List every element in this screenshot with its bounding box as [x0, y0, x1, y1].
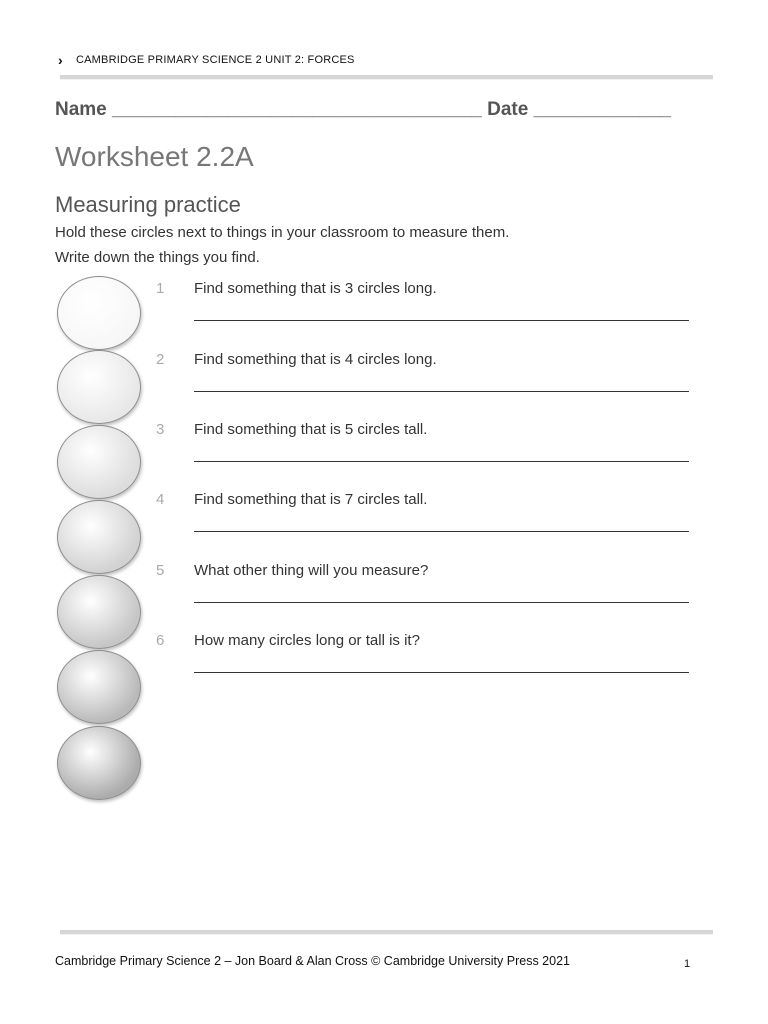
answer-line[interactable] [194, 531, 689, 532]
measuring-circle-7 [57, 726, 141, 800]
answer-line[interactable] [194, 672, 689, 673]
section-title: Measuring practice [55, 192, 241, 217]
question-number: 3 [156, 421, 165, 438]
measuring-circle-2 [57, 350, 141, 424]
question-number: 6 [156, 632, 165, 649]
measuring-circle-1 [57, 276, 141, 350]
answer-line[interactable] [194, 391, 689, 392]
question-text: Find something that is 5 circles tall. [194, 421, 428, 438]
footer-divider [60, 930, 713, 934]
footer-credit: Cambridge Primary Science 2 – Jon Board & Alan Cross © Cambridge University Press 2021 [55, 954, 570, 968]
question-number: 5 [156, 562, 165, 579]
measuring-circle-5 [57, 575, 141, 649]
intro-line-2: Write down the things you find. [55, 249, 260, 266]
measuring-circle-6 [57, 650, 141, 724]
breadcrumb [58, 50, 355, 70]
question-number: 1 [156, 280, 165, 297]
question-number: 2 [156, 351, 165, 368]
question-text: Find something that is 4 circles long. [194, 351, 437, 368]
page-title: Worksheet 2.2A [55, 141, 254, 172]
header-divider [60, 75, 713, 79]
question-text: What other thing will you measure? [194, 562, 429, 579]
answer-line[interactable] [194, 320, 689, 321]
chevron-right-icon: › [58, 52, 63, 68]
page-number: 1 [684, 958, 691, 970]
measuring-circle-3 [57, 425, 141, 499]
question-text: Find something that is 3 circles long. [194, 280, 437, 297]
measuring-circle-4 [57, 500, 141, 574]
name-date-row: Name ___________________________________ Date _____________ [55, 99, 671, 120]
breadcrumb-text: CAMBRIDGE PRIMARY SCIENCE 2 UNIT 2: FORCES [76, 54, 355, 66]
intro-line-1: Hold these circles next to things in your classroom to measure them. [55, 224, 510, 241]
answer-line[interactable] [194, 461, 689, 462]
answer-line[interactable] [194, 602, 689, 603]
question-number: 4 [156, 491, 165, 508]
question-text: Find something that is 7 circles tall. [194, 491, 428, 508]
question-text: How many circles long or tall is it? [194, 632, 420, 649]
